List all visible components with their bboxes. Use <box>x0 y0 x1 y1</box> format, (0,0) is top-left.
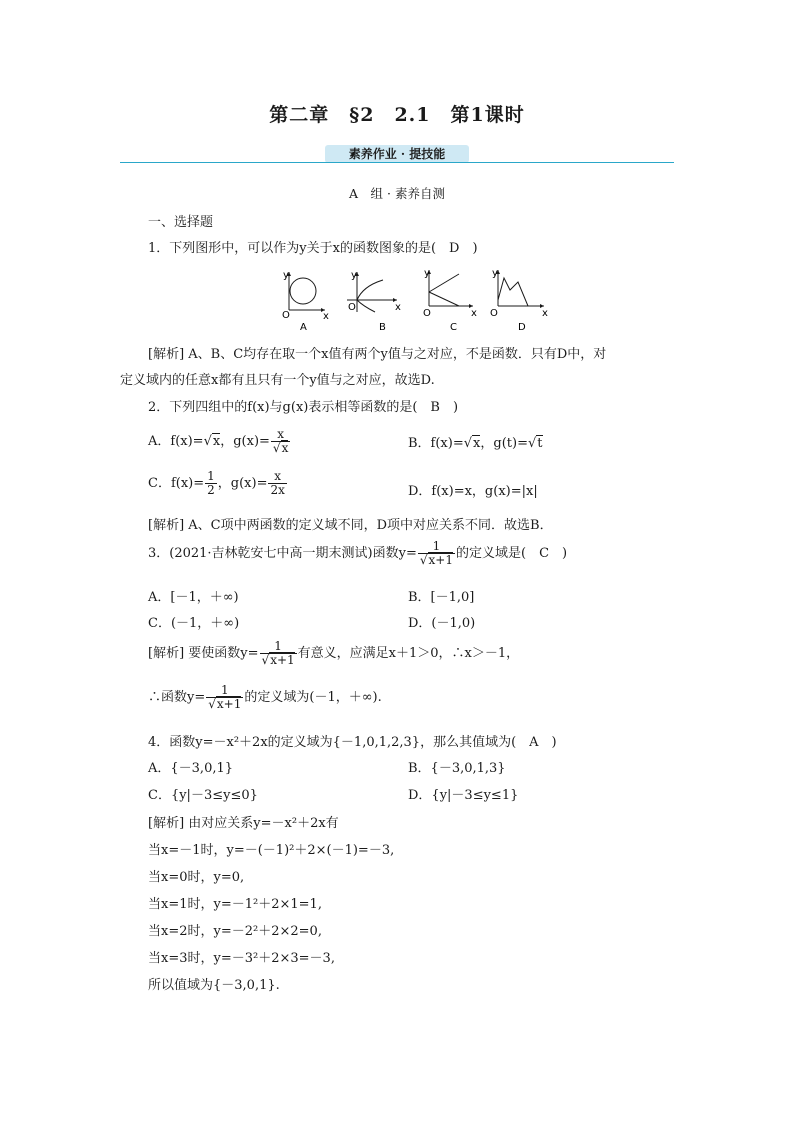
q3-analysis-line1 <box>148 640 519 667</box>
q4-step: 当x=－1时，y=－(－1)²＋2×(－1)=－3, <box>148 843 395 858</box>
q1-graphs <box>275 266 548 333</box>
q2-option-c <box>148 470 288 497</box>
q4-analysis-head <box>148 812 339 831</box>
q2-option-d: D．f(x)=x，g(x)=|x| <box>408 484 538 499</box>
graph-b-o: O <box>348 302 356 313</box>
q3-option-d: D．(－1,0) <box>408 616 476 631</box>
graph-d-y: y <box>492 268 498 279</box>
graph-c-o: O <box>423 308 431 319</box>
q1-analysis-line1 <box>148 343 606 362</box>
graph-c <box>423 268 477 333</box>
q3-stem-frac: $\frac{1}{√x+1}$ <box>419 539 453 568</box>
q2-b-root1: √x <box>463 436 481 451</box>
q2-c-pre: C．f(x)= <box>148 476 205 492</box>
q1-analysis-line2: 定义域内的任意x都有且只有一个y值与之对应，故选D. <box>120 373 435 388</box>
q4-stem: 4．函数y=－x²＋2x的定义域为{－1,0,1,2,3}，那么其值域为( A ) <box>148 735 557 750</box>
q2-stem: 2．下列四组中的f(x)与g(x)表示相等函数的是( B ) <box>148 400 459 415</box>
q3-option-c: C．(－1，＋∞) <box>148 616 240 631</box>
q2-option-a <box>148 428 291 455</box>
q3-stem-post: 的定义域是( C ) <box>456 546 568 562</box>
q2-analysis-tag: [解析] <box>148 518 185 533</box>
header-rule <box>120 162 674 163</box>
q2-b-pre: B．f(x)= <box>408 436 464 451</box>
q4-step: 当x=1时，y=－1²＋2×1=1, <box>148 897 322 912</box>
q3-stem-pre: 3．(2021·吉林乾安七中高一期末测试)函数y= <box>148 546 417 562</box>
q4-option-d: D．{y|－3≤y≤1} <box>408 788 519 803</box>
graph-a-label: A <box>300 322 307 333</box>
q3-option-a: A．[－1，＋∞) <box>148 590 239 605</box>
graph-b-y: y <box>351 270 357 281</box>
q3-analysis-frac1: $\frac{1}{√x+1}$ <box>261 639 295 668</box>
q2-a-fraction: $\frac{x}{√x}$ <box>272 427 289 456</box>
q4-conclusion: 所以值域为{－3,0,1}. <box>148 978 280 993</box>
q4-analysis-text: 由对应关系y=－x²＋2x有 <box>188 816 339 831</box>
q2-a-root1: √x <box>203 434 221 450</box>
graph-c-x: x <box>471 308 477 319</box>
q3-analysis-frac2: $\frac{1}{√x+1}$ <box>208 683 242 712</box>
q3-analysis2-pre: ∴函数y= <box>148 690 206 706</box>
q1-analysis-tag: [解析] <box>148 347 185 362</box>
q1-analysis-text1: A、B、C均存在取一个x值有两个y值与之对应，不是函数．只有D中，对 <box>188 347 607 362</box>
section-heading: 一、选择题 <box>148 215 214 230</box>
graph-a <box>282 270 329 333</box>
q3-analysis-pre: 要使函数y= <box>188 646 259 662</box>
graph-d-o: O <box>490 308 498 319</box>
q3-analysis-tag: [解析] <box>148 646 185 662</box>
q2-c-frac1: $\frac{1}{2}$ <box>207 469 215 498</box>
q2-b-mid: ，g(t)= <box>480 436 528 451</box>
q4-option-c: C．{y|－3≤y≤0} <box>148 788 258 803</box>
q3-analysis2-post: 的定义域为(－1，＋∞). <box>244 690 382 706</box>
graph-d <box>490 268 548 333</box>
q4-step: 当x=2时，y=－2²＋2×2=0, <box>148 924 322 939</box>
section-badge: 素养作业 · 提技能 <box>325 145 469 163</box>
q4-option-b: B．{－3,0,1,3} <box>408 761 506 776</box>
graph-d-x: x <box>542 308 548 319</box>
q3-option-b: B．[－1,0] <box>408 590 475 605</box>
q2-b-root2: √t <box>527 436 543 451</box>
q2-option-b <box>408 432 543 451</box>
group-heading: A 组 · 素养自测 <box>349 186 445 201</box>
q3-analysis-line2 <box>148 684 382 711</box>
q4-step: 当x=3时，y=－3²＋2×3=－3, <box>148 951 335 966</box>
graph-c-label: C <box>450 322 457 333</box>
page-title: 第二章 §2 2.1 第1课时 <box>269 104 525 126</box>
graph-a-x: x <box>323 311 329 322</box>
q2-a-mid: ，g(x)= <box>220 434 270 450</box>
q4-analysis-tag: [解析] <box>148 816 185 831</box>
q2-analysis <box>148 514 553 533</box>
q2-analysis-text: A、C项中两函数的定义域不同，D项中对应关系不同．故选B． <box>188 518 553 533</box>
q3-stem <box>148 540 567 567</box>
graph-b-x: x <box>395 302 401 313</box>
graph-c-y: y <box>424 268 430 279</box>
q2-c-mid: ，g(x)= <box>217 476 268 492</box>
q1-stem: 1．下列图形中，可以作为y关于x的函数图象的是( D ) <box>148 241 478 256</box>
q4-step: 当x=0时，y=0, <box>148 870 245 885</box>
q2-a-pre: A．f(x)= <box>148 434 204 450</box>
graph-d-label: D <box>518 322 526 333</box>
graph-b <box>347 270 401 333</box>
graph-b-label: B <box>379 322 386 333</box>
graph-a-y: y <box>283 270 289 281</box>
q2-c-frac2: $\frac{x}{2x}$ <box>270 469 285 498</box>
graph-a-o: O <box>282 310 290 321</box>
q4-option-a: A．{－3,0,1} <box>148 761 234 776</box>
q3-analysis-post: 有意义，应满足x＋1＞0，∴x＞－1， <box>297 646 520 662</box>
